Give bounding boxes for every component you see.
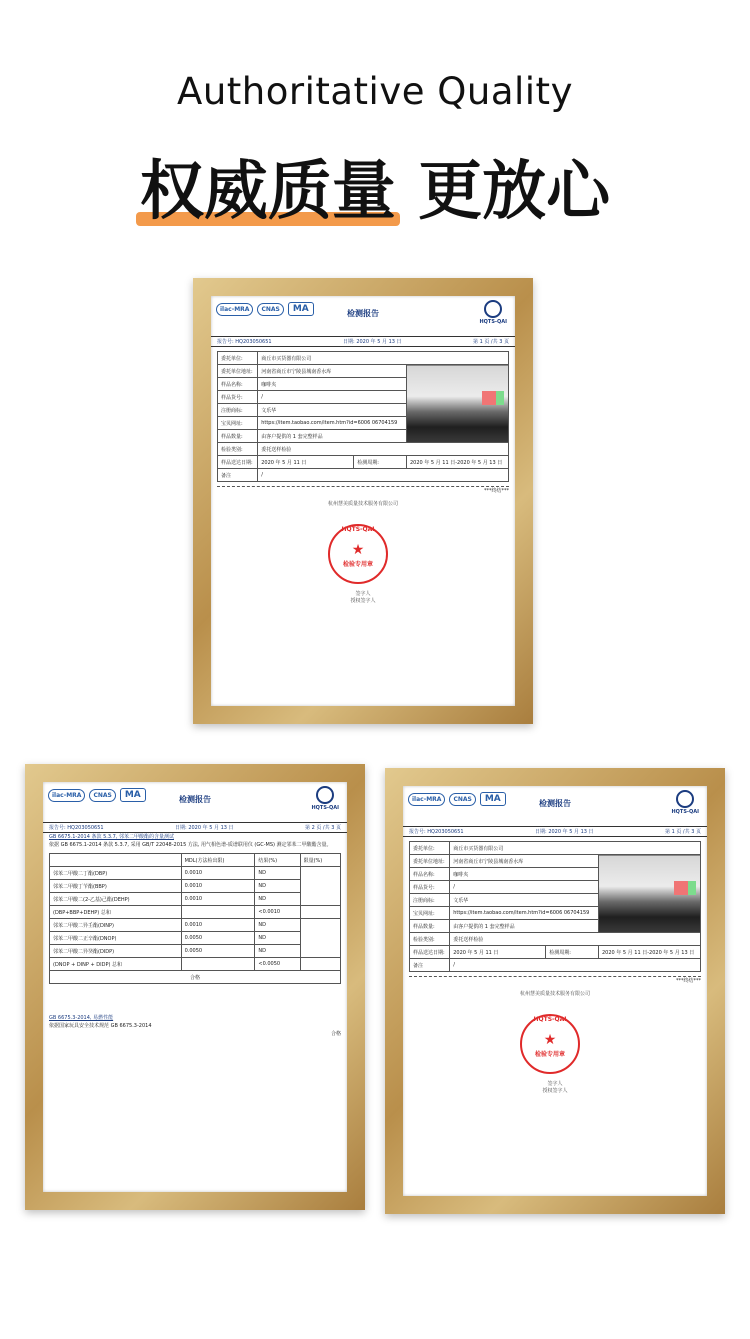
certificate-frame-right [385, 768, 725, 1214]
report-title: 检测报告 [539, 799, 571, 808]
cnas-logo: CNAS [449, 793, 475, 806]
report-page-num: 第 2 页 /共 3 页 [304, 825, 341, 831]
hqts-logo: HQTS-QAI [311, 786, 339, 811]
report-date: 日期: 2020 年 5 月 13 日 [535, 829, 594, 835]
report-meta [43, 823, 347, 833]
report-title: 检测报告 [347, 309, 379, 318]
report-title: 检测报告 [179, 795, 211, 804]
report-meta [403, 827, 707, 837]
heading-zh-rest: 更放心 [418, 155, 611, 229]
report-header [211, 296, 515, 337]
report-table: 委托单位: 商丘市买货器有限公司 委托单位地址: 河南省商丘市宁陵县城南香水库 样品名称: 咖啡夹 样品货号: / 注册商标: 文乐华 宝贝网址: https://item.taobao.com/item.htm?id=6006 06704159 样品数量: 由客户提供的 1 套完整样品 检验类别: 委托送样检验 样品送达日期: 2020 年 5 月 11 日 检测周期: 2020 年 5 月 11 日-2020 年 5 月 13 日 备注 / [217, 351, 509, 482]
section-1 [43, 833, 347, 849]
report-table: 委托单位: 商丘市买货器有限公司 委托单位地址: 河南省商丘市宁陵县城南香水库 样品名称: 咖啡夹 样品货号: / 注册商标: 文乐华 宝贝网址: https://item.taobao.com/item.htm?id=6006 06704159 样品数量: 由客户提供的 1 套完整样品 检验类别: 委托送样检验 样品送达日期: 2020 年 5 月 11 日 检测周期: 2020 年 5 月 11 日-2020 年 5 月 13 日 备注 / [409, 841, 701, 972]
ilac-logo: ilac-MRA [216, 303, 253, 316]
inspection-seal: HQTS-QAI ★ 检验专用章 [520, 1014, 580, 1074]
report-number: 报告号: HQ203050651 [217, 339, 272, 345]
report-date: 日期: 2020 年 5 月 13 日 [175, 825, 234, 831]
report-header [43, 782, 347, 823]
cnas-logo: CNAS [257, 303, 283, 316]
cnas-logo: CNAS [89, 789, 115, 802]
ma-logo: MA [288, 302, 314, 316]
report-page-num: 第 1 页 /共 3 页 [664, 829, 701, 835]
ilac-logo: ilac-MRA [408, 793, 445, 806]
section-2-title: GB 6675.3-2014, 易燃性能 [49, 1015, 114, 1021]
report-date: 日期: 2020 年 5 月 13 日 [343, 339, 402, 345]
ilac-logo: ilac-MRA [48, 789, 85, 802]
inspection-seal: HQTS-QAI ★ 检验专用章 [328, 524, 388, 584]
report-end: ***终结*** [217, 486, 509, 494]
ma-logo: MA [120, 788, 146, 802]
sample-photo [599, 855, 701, 933]
lab-name: 杭州慧美质量技术服务有限公司 [519, 991, 590, 997]
heading-en: Authoritative Quality [177, 70, 573, 113]
hqts-logo: HQTS-QAI [671, 790, 699, 815]
report-end: ***终结*** [409, 976, 701, 984]
report-meta [211, 337, 515, 347]
heading-zh [0, 140, 750, 232]
report-page [211, 296, 515, 706]
report-page-2 [43, 782, 347, 1192]
ma-logo: MA [480, 792, 506, 806]
report-header [403, 786, 707, 827]
sample-photo [407, 365, 509, 443]
section-2-result: 合格 [330, 1031, 341, 1037]
section-2 [43, 1014, 347, 1038]
report-page-num: 第 1 页 /共 3 页 [472, 339, 509, 345]
signatory: 签字人 授权签字人 [350, 591, 376, 604]
hqts-logo: HQTS-QAI [479, 300, 507, 325]
heading-zh-highlight: 权威质量 [140, 140, 396, 232]
report-number: 报告号: HQ203050651 [49, 825, 104, 831]
report-number: 报告号: HQ203050651 [409, 829, 464, 835]
certificate-frame-top [193, 278, 533, 724]
signatory: 签字人 授权签字人 [542, 1081, 568, 1094]
lab-name: 杭州慧美质量技术服务有限公司 [327, 501, 398, 507]
certificate-frame-left [25, 764, 365, 1210]
section-2-note: 依据国家玩具安全技术规范 GB 6675.3-2014 [49, 1023, 152, 1029]
phthalate-table: MDL(方法检出限) 结果(%) 限量(%) 邻苯二甲酸二丁酯(DBP) 0.0010 ND 邻苯二甲酸丁苄酯(BBP) 0.0010 ND 邻苯二甲酸二(2-乙基)己酯(DEHP) 0.0010 ND (DBP+BBP+DEHP) 总和 <0.0010 邻苯二甲酸二异壬酯(DINP) 0.0010 ND 邻苯二甲酸二正辛酯(DNOP) 0.0050 ND 邻苯二甲酸二异癸酯(DIDP) 0.0050 ND (DNOP + DINP + DIDP) 总和 <0.0050 合格 [49, 853, 341, 984]
section-1-note: 依据 GB 6675.1-2014 条款 5.3.7, 采用 GB/T 22048-2015 方法, 用气相色谱-质谱联用仪 (GC-MS) 测定邻苯二甲酸酯含量。 [49, 842, 332, 848]
section-1-title: GB 6675.1-2014 条款 5.3.7, 邻苯二甲酸酯的含量测试 [49, 834, 174, 840]
report-page [403, 786, 707, 1196]
